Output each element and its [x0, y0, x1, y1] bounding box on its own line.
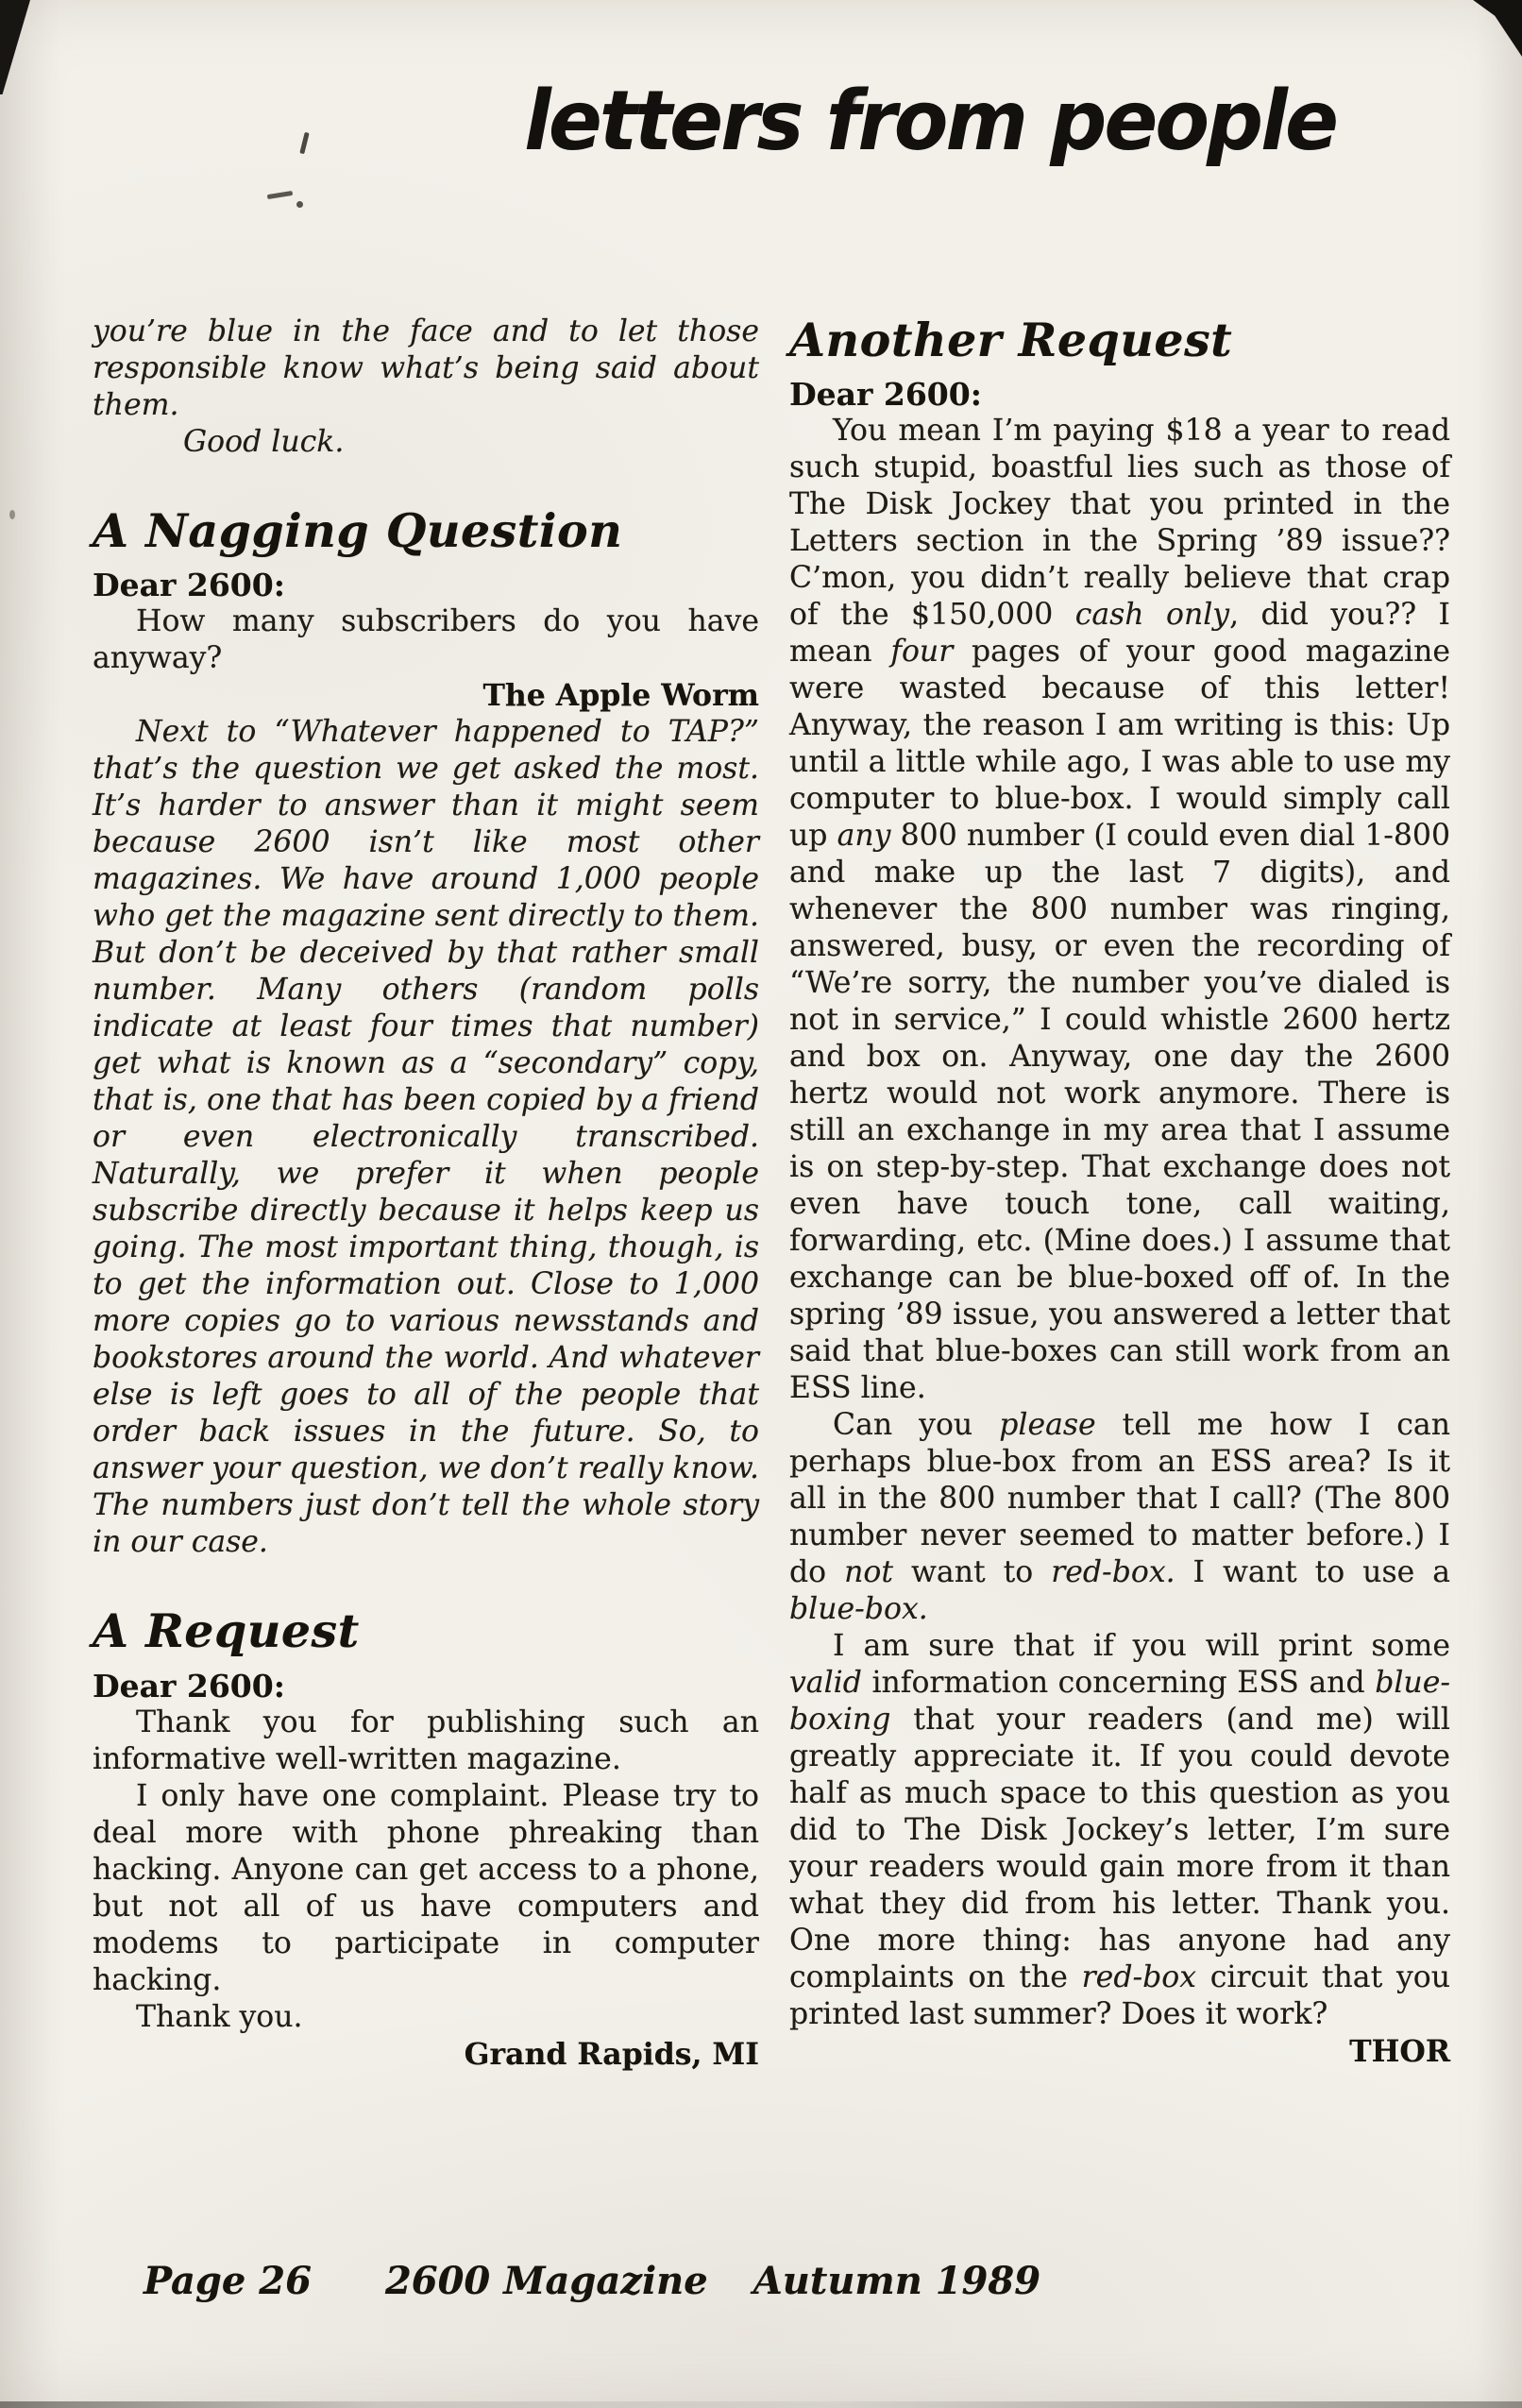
- scan-artifact-top-left-corner: [0, 0, 30, 94]
- salutation-nagging-question: Dear 2600:: [93, 567, 285, 604]
- letter-question: How many subscribers do you have anyway?: [93, 604, 759, 676]
- letter-paragraph: I only have one complaint. Please try to deal more with phone phreaking than hacking. Anyone can get access to a phone, but not all of us have computers and modems to participate in computer hacking.: [93, 1778, 759, 1997]
- right-column: [789, 314, 1450, 2070]
- letter-signature-thor: THOR: [1349, 2034, 1450, 2070]
- letter-paragraph: Thank you for publishing such an informative well-written magazine.: [93, 1704, 759, 1776]
- letter-paragraph: You mean I’m paying $18 a year to read such stupid, boastful lies such as those of The Disk Jockey that you printed in the Letters section in the Spring ’89 issue?? C’mon, you didn’t really believe that crap of the $150,000 cash only, did you?? I mean four pages of your good magazine were wasted because of this letter! Anyway, the reason I am writing is this: Up until a little while ago, I was able to use my computer to blue-box. I would simply call up any 800 number (I could even dial 1-800 and make up the last 7 digits), and whenever the 800 number was ringing, answered, busy, or even the recording of “We’re sorry, the number you’ve dialed is not in service,” I could whistle 2600 hertz and box on. Anyway, one day the 2600 hertz would not work anymore. There is still an exchange in my area that I assume is on step-by-step. That exchange does not even have touch tone, call waiting, forwarding, etc. (Mine does.) I assume that exchange can be blue-boxed off of. In the spring ’89 issue, you answered a letter that said that blue-boxes can still work from an ESS line.: [789, 414, 1450, 1406]
- section-heading-nagging-question: A Nagging Question: [93, 503, 623, 558]
- pen-mark: [299, 132, 309, 155]
- section-heading-another-request: Another Request: [789, 313, 1233, 367]
- left-column: [93, 314, 759, 2073]
- page-title: letters from people: [524, 73, 1336, 169]
- scan-speck: [9, 510, 15, 519]
- letter-paragraph: I am sure that if you will print some valid information concerning ESS and blue-boxing that your readers (and me) will greatly appreciate it. If you could devote half as much space to this question as you did to The Disk Jockey’s letter, I’m sure your readers would gain more from it than what they did from his letter. Thank you. One more thing: has anyone had any complaints on the red-box circuit that you printed last summer? Does it work?: [789, 1629, 1450, 2032]
- salutation-request: Dear 2600:: [93, 1667, 285, 1704]
- pen-mark: [267, 191, 293, 199]
- page-footer: [144, 2259, 1040, 2303]
- letter-signature-grand-rapids: Grand Rapids, MI: [464, 2036, 759, 2072]
- scan-artifact-bottom-edge: [0, 2401, 1522, 2408]
- pen-mark: [296, 201, 303, 208]
- footer-page-number: Page 26: [144, 2259, 312, 2303]
- footer-magazine-name: 2600 Magazine: [384, 2259, 708, 2303]
- section-heading-request: A Request: [93, 1603, 360, 1659]
- letter-paragraph: Can you please tell me how I can perhaps blue-box from an ESS area? Is it all in the 800 number that I call? (The 800 number never seemed to matter before.) I do not want to red-box. I want to use a blue-box.: [789, 1408, 1450, 1627]
- scan-artifact-top-right-corner: [1454, 0, 1522, 57]
- carryover-paragraph: you’re blue in the face and to let those responsible know what’s being said about them.: [93, 314, 759, 422]
- reply-byline: The Apple Worm: [482, 678, 759, 714]
- editor-reply: Next to “Whatever happened to TAP?” that’s the question we get asked the most. It’s harder to answer than it might seem because 2600 isn’t like most other magazines. We have around 1,000 people who get the magazine sent directly to them. But don’t be deceived by that rather small number. Many others (random polls indicate at least four times that number) get what is known as a “secondary” copy, that is, one that has been copied by a friend or even electronically transcribed. Naturally, we prefer it when people subscribe directly because it helps keep us going. The most important thing, though, is to get the information out. Close to 1,000 more copies go to various newsstands and bookstores around the world. And whatever else is left goes to all of the people that order back issues in the future. So, to answer your question, we don’t really know. The numbers just don’t tell the whole story in our case.: [93, 715, 759, 1560]
- footer-issue: Autumn 1989: [753, 2259, 1041, 2303]
- salutation-another-request: Dear 2600:: [789, 376, 982, 414]
- letter-signoff: Thank you.: [136, 1999, 303, 2034]
- carryover-closing: Good luck.: [183, 425, 345, 459]
